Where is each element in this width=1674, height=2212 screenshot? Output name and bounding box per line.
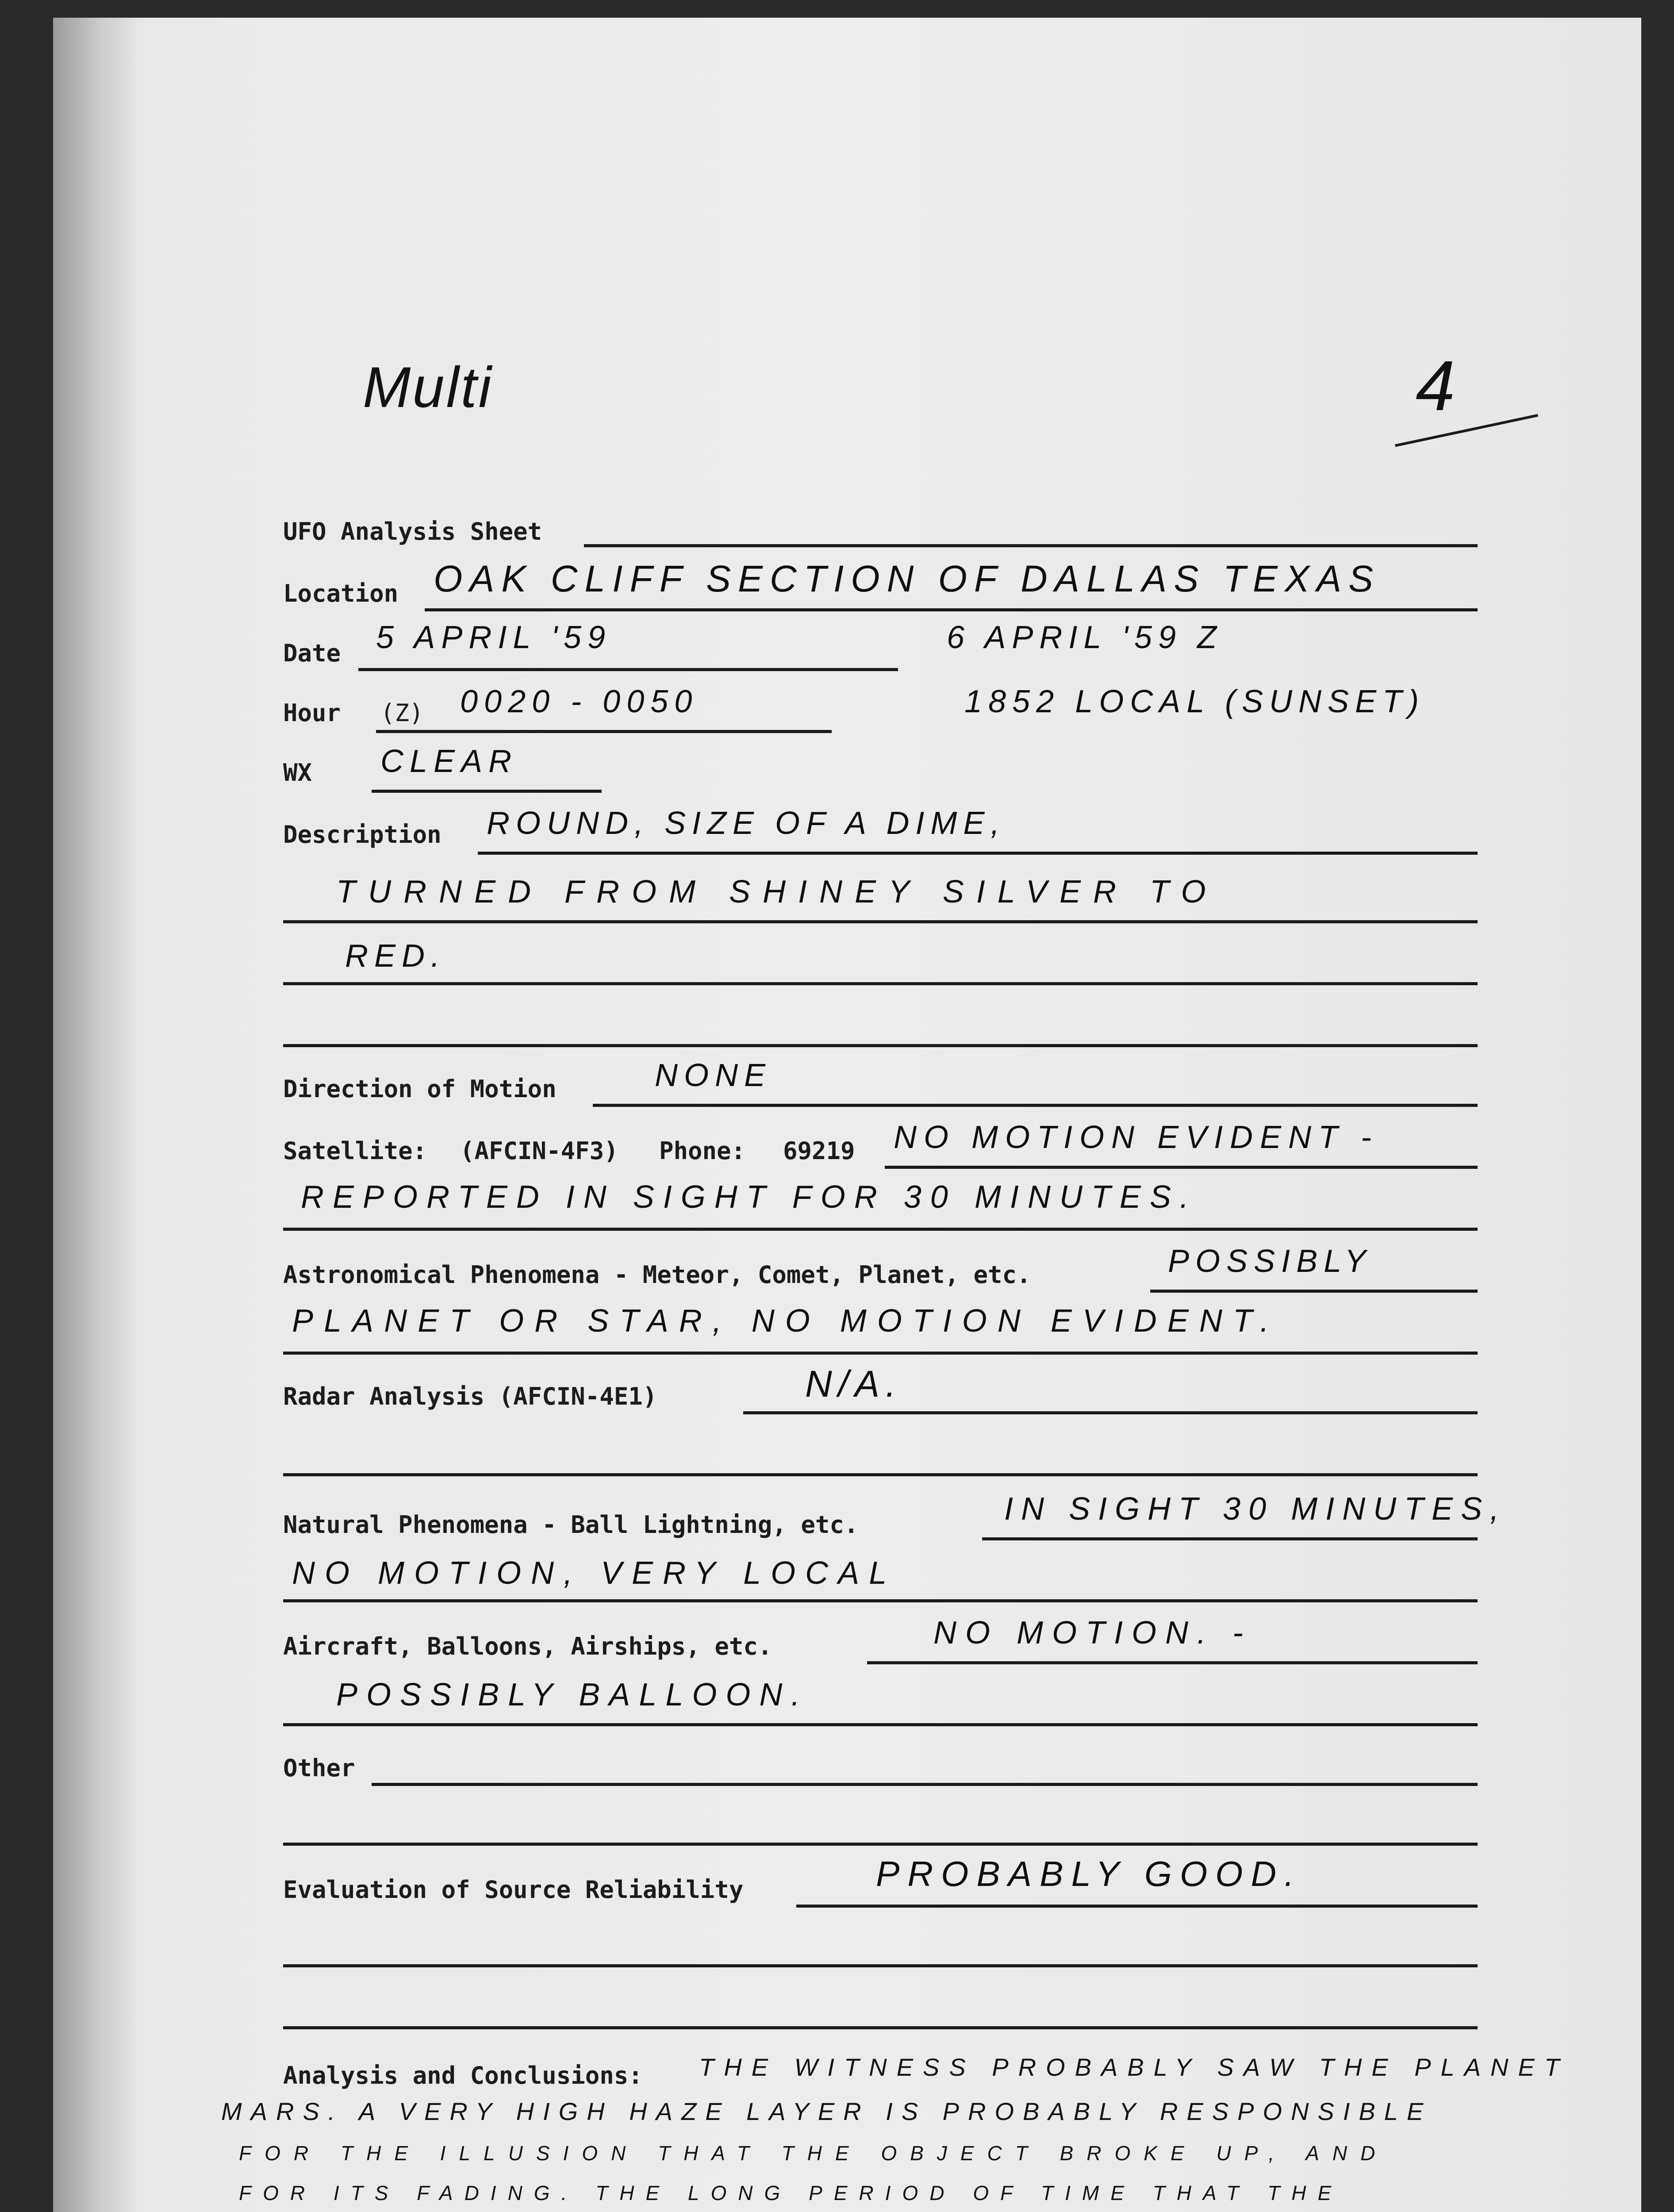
astronomical-value: POSSIBLY [1168, 1244, 1372, 1279]
radar-value: N/A. [805, 1363, 902, 1405]
evaluation-rule2 [283, 1964, 1478, 1967]
analysis-line1: THE WITNESS PROBABLY SAW THE PLANET [699, 2053, 1570, 2081]
aircraft-line [867, 1661, 1478, 1664]
date-value: 5 APRIL '59 [376, 620, 611, 655]
aircraft-rule2 [283, 1723, 1478, 1726]
location-label: Location [283, 580, 399, 607]
evaluation-rule3 [283, 2026, 1478, 2029]
analysis-line2: MARS. A VERY HIGH HAZE LAYER IS PROBABLY RESPONSIBLE [221, 2097, 1432, 2125]
description-label: Description [283, 821, 442, 849]
astronomical-line [1150, 1290, 1478, 1293]
evaluation-value: PROBABLY GOOD. [876, 1854, 1302, 1893]
description-line1: ROUND, SIZE OF A DIME, [487, 806, 1006, 841]
astronomical-rule2 [283, 1352, 1478, 1355]
analysis-label: Analysis and Conclusions: [283, 2062, 643, 2089]
other-label: Other [283, 1754, 355, 1782]
direction-value: NONE [655, 1058, 772, 1093]
description-rule4 [283, 1044, 1478, 1047]
location-line [425, 608, 1478, 611]
hour-label: Hour [283, 699, 341, 727]
wx-value: CLEAR [380, 744, 518, 779]
evaluation-line [796, 1905, 1478, 1908]
satellite-rule2 [283, 1228, 1478, 1231]
title-label: UFO Analysis Sheet [283, 518, 542, 545]
page-number: 4 [1416, 346, 1459, 425]
description-rule2 [283, 920, 1478, 923]
satellite-value: NO MOTION EVIDENT - [894, 1120, 1378, 1155]
direction-label: Direction of Motion [283, 1075, 557, 1103]
description-rule1 [478, 852, 1478, 855]
wx-label: WX [283, 759, 312, 787]
radar-label: Radar Analysis (AFCIN-4E1) [283, 1382, 657, 1410]
description-line3: RED. [345, 938, 446, 974]
wx-line [372, 790, 602, 793]
location-value: OAK CLIFF SECTION OF DALLAS TEXAS [434, 558, 1380, 599]
radar-rule2 [283, 1473, 1478, 1476]
satellite-phone-label: Phone: [659, 1137, 746, 1165]
analysis-line4: FOR ITS FADING. THE LONG PERIOD OF TIME THAT THE [239, 2181, 1343, 2204]
natural-rule2 [283, 1599, 1478, 1602]
aircraft-line2: POSSIBLY BALLOON. [336, 1677, 809, 1713]
scan-edge-shadow [53, 18, 137, 2212]
natural-label: Natural Phenomena - Ball Lightning, etc. [283, 1511, 859, 1539]
natural-value: IN SIGHT 30 MINUTES, [1004, 1491, 1507, 1527]
other-rule2 [283, 1843, 1478, 1846]
evaluation-label: Evaluation of Source Reliability [283, 1876, 744, 1904]
date-extra: 6 APRIL '59 Z [947, 620, 1223, 655]
hour-extra: 1852 LOCAL (SUNSET) [964, 684, 1425, 719]
document-page [53, 18, 1641, 2212]
aircraft-label: Aircraft, Balloons, Airships, etc. [283, 1632, 772, 1660]
description-line2: TURNED FROM SHINEY SILVER TO [336, 874, 1218, 910]
satellite-line2: REPORTED IN SIGHT FOR 30 MINUTES. [301, 1179, 1198, 1215]
aircraft-value: NO MOTION. - [933, 1615, 1252, 1651]
description-rule3 [283, 982, 1478, 985]
satellite-label: Satellite: [283, 1137, 427, 1165]
hour-line [376, 730, 832, 733]
satellite-code: (AFCIN-4F3) [460, 1137, 618, 1165]
hour-value: 0020 - 0050 [460, 684, 699, 719]
hour-prefix: (Z) [380, 699, 424, 727]
date-line [358, 668, 898, 671]
radar-line [743, 1411, 1478, 1414]
other-line [372, 1783, 1478, 1786]
date-label: Date [283, 639, 341, 667]
astronomical-label: Astronomical Phenomena - Meteor, Comet, Planet, etc. [283, 1261, 1031, 1289]
satellite-line [885, 1166, 1478, 1169]
natural-line2: NO MOTION, VERY LOCAL [292, 1555, 897, 1591]
analysis-line3: FOR THE ILLUSION THAT THE OBJECT BROKE UP, AND [239, 2142, 1389, 2165]
handwritten-multi-note: Multi [363, 355, 493, 419]
direction-line [593, 1104, 1478, 1107]
title-line [584, 544, 1478, 547]
natural-line [982, 1537, 1478, 1540]
satellite-phone: 69219 [783, 1137, 855, 1165]
astronomical-line2: PLANET OR STAR, NO MOTION EVIDENT. [292, 1303, 1280, 1339]
